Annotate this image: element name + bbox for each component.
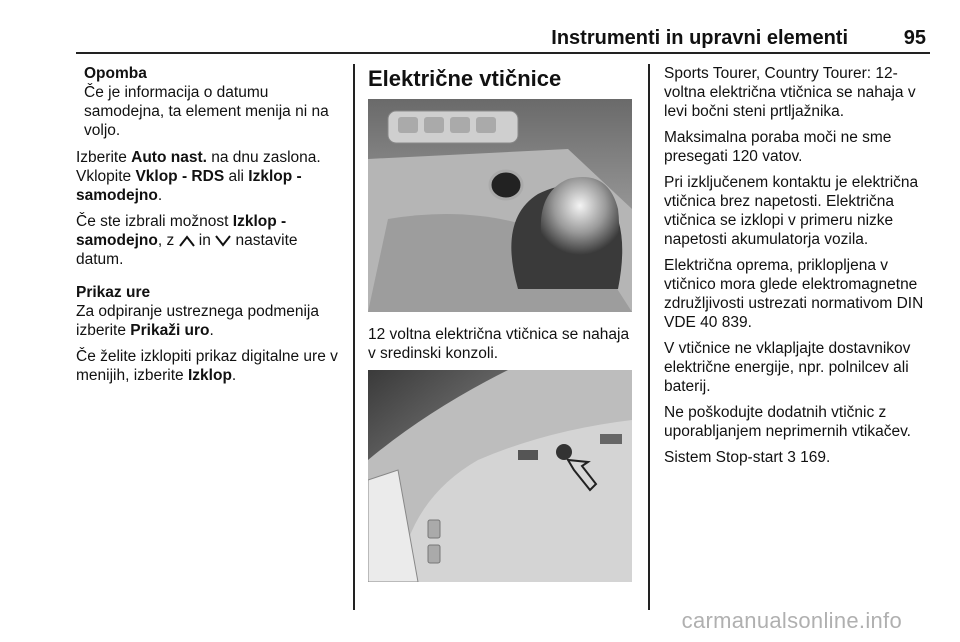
watermark: carmanualsonline.info [681,608,902,633]
chevron-up-icon [179,234,195,248]
middle-column [368,64,634,102]
paragraph: Električna oprema, priklopljena v vtičnico mora glede elektromagnetne združljivosti ustrezati normativom DIN VDE 40 839. [664,257,924,331]
chevron-down-icon [215,234,231,248]
page-reference-arrow: 3 [787,449,796,466]
note-title: Opomba [84,65,147,82]
header-rule [76,52,930,54]
paragraph: V vtičnice ne vklapljajte dostavnikov električne energije, npr. polnilcev ali baterij. [664,340,911,395]
column-divider-right [648,64,650,610]
left-column [76,64,346,392]
console-socket-photo [368,99,632,312]
paragraph: Maksimalna poraba moči ne sme presegati 120 vatov. [664,129,892,165]
paragraph: Sistem Stop-start 3 169. [664,449,831,466]
section-subheading: Prikaz ure [76,284,151,301]
right-column [664,64,934,474]
paragraph: Sports Tourer, Country Tourer: 12-voltna električna vtičnica se nahaja v levi bočni steni prtljažnika. [664,65,916,120]
page-title: Instrumenti in upravni elementi [551,27,848,49]
column-divider-left [353,64,355,610]
page-header [76,27,930,49]
paragraph: Če ste izbrali možnost Izklop - samodejno, z in nastavite datum. [76,213,298,268]
paragraph: Če želite izklopiti prikaz digitalne ure v menijih, izberite Izklop. [76,348,338,384]
console-socket-illustration [368,99,632,312]
paragraph: Izberite Auto nast. na dnu zaslona. Vklopite Vklop - RDS ali Izklop - samodejno. [76,149,321,204]
page-number: 95 [903,27,926,49]
paragraph: Za odpiranje ustreznega podmenija izberite Prikaži uro. [76,303,319,339]
note-box [76,64,346,140]
section-heading: Električne vtičnice [368,66,562,91]
paragraph: Pri izključenem kontaktu je električna vtičnica brez napetosti. Električna vtičnica se izklopi v primeru nizke napetosti akumulatorja vozila. [664,174,919,248]
note-text: Če je informacija o datumu samodejna, ta element menija ni na voljo. [84,84,329,139]
figure-caption: 12 voltna električna vtičnica se nahaja v sredinski konzoli. [368,326,630,362]
trunk-socket-illustration [368,370,632,582]
paragraph: Ne poškodujte dodatnih vtičnic z uporabljanjem neprimernih vtikačev. [664,404,911,440]
trunk-socket-photo [368,370,632,582]
